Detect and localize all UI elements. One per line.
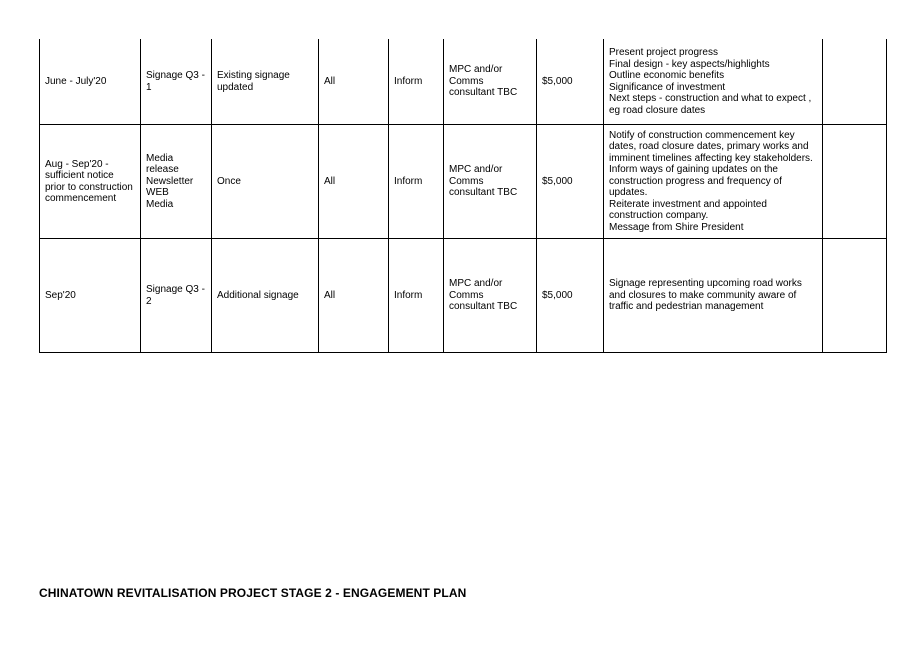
notes-cell (823, 125, 887, 239)
responsible-cell: MPC and/or Comms consultant TBC (444, 125, 537, 239)
timing-cell: June - July'20 (40, 39, 141, 125)
details-cell: Signage representing upcoming road works and closures to make community aware of traffic and pedestrian management (604, 239, 823, 353)
activity-cell: Media release Newsletter WEB Media (141, 125, 212, 239)
description-cell: Additional signage (212, 239, 319, 353)
engagement-plan-table (39, 39, 887, 353)
description-cell: Once (212, 125, 319, 239)
level-cell: Inform (389, 39, 444, 125)
table-row (40, 239, 887, 353)
notes-cell (823, 239, 887, 353)
level-cell: Inform (389, 125, 444, 239)
level-cell: Inform (389, 239, 444, 353)
responsible-cell: MPC and/or Comms consultant TBC (444, 239, 537, 353)
notes-cell (823, 39, 887, 125)
timing-cell: Sep'20 (40, 239, 141, 353)
table-row (40, 39, 887, 125)
table-row (40, 125, 887, 239)
activity-cell: Signage Q3 - 1 (141, 39, 212, 125)
details-cell: Present project progress Final design - key aspects/highlights Outline economic benefits Significance of investment Next steps - construction and what to expect , eg road closure dates (604, 39, 823, 125)
cost-cell: $5,000 (537, 39, 604, 125)
frequency-cell: All (319, 239, 389, 353)
cost-cell: $5,000 (537, 125, 604, 239)
cost-cell: $5,000 (537, 239, 604, 353)
activity-cell: Signage Q3 - 2 (141, 239, 212, 353)
frequency-cell: All (319, 39, 389, 125)
timing-cell: Aug - Sep'20 - sufficient notice prior to construction commencement (40, 125, 141, 239)
frequency-cell: All (319, 125, 389, 239)
details-cell: Notify of construction commencement key dates, road closure dates, primary works and imminent timelines affecting key stakeholders. Inform ways of gaining updates on the construction progress and frequency of updates. Reiterate investment and appointed construction company. Message from Shire President (604, 125, 823, 239)
document-footer-title: CHINATOWN REVITALISATION PROJECT STAGE 2 - ENGAGEMENT PLAN (39, 586, 467, 600)
responsible-cell: MPC and/or Comms consultant TBC (444, 39, 537, 125)
description-cell: Existing signage updated (212, 39, 319, 125)
